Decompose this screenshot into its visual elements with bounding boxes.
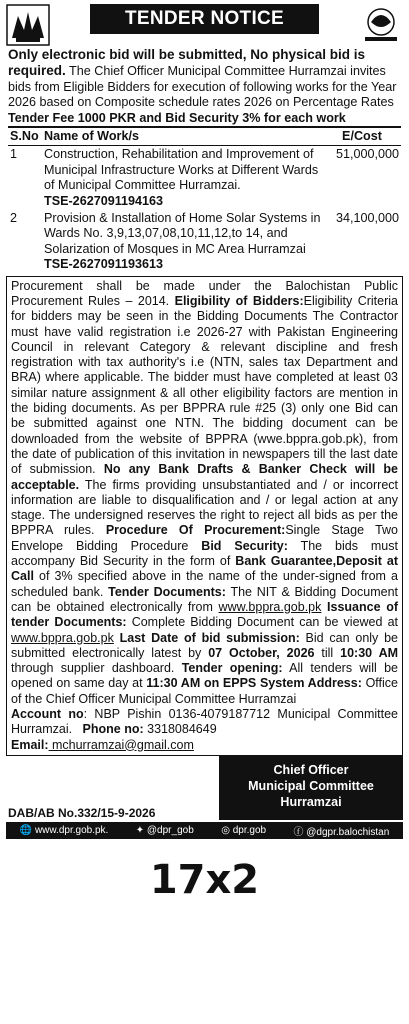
footer-bar	[6, 822, 403, 839]
tse-number: TSE-2627091193613	[44, 257, 164, 272]
terms-text: Complete Bidding Document can be viewed at	[126, 615, 398, 630]
signatory-title: Chief Officer	[273, 762, 349, 777]
signatory-location: Hurramzai	[280, 794, 342, 809]
row-cost: 51,000,000	[335, 147, 399, 162]
dab-number: DAB/AB No.332/15-9-2026	[8, 805, 156, 820]
ad-size-label: 17x2	[149, 856, 260, 903]
work-name: Provision & Installation of Home Solar Systems in Wards No. 3,9,13,07,08,10,11,12,to 14, and Solarization of Mosques in MC Area Hurramzai	[44, 211, 321, 256]
account-heading: Account no	[11, 707, 84, 721]
footer-facebook[interactable]	[294, 823, 390, 838]
footer-twitter[interactable]	[136, 825, 194, 836]
row-work	[42, 146, 323, 210]
web-text: www.dpr.gob.pk.	[34, 824, 109, 836]
terms-text: through supplier dashboard.	[11, 661, 182, 676]
row-sno: 2	[10, 211, 18, 226]
bank-guarantee-text: Bank Guarantee,Deposit at Call	[11, 554, 399, 584]
table-header-row	[8, 127, 401, 146]
intro-fee: Tender Fee 1000 PKR and Bid Security 3% for each work	[8, 110, 346, 125]
header	[0, 0, 409, 50]
instagram-text: dpr.gob	[232, 824, 267, 836]
account-number: : NBP Pishin 0136-4079187712 Municipal Committee Hurramzai.	[11, 707, 398, 737]
submission-time: 10:30 AM	[340, 645, 399, 660]
terms-text: The firms providing unsubstantiated and / or incorrect information are liable to disqualification and / or legal action at any stage. The undersigned reserves the right to reject all bids as per the BPPRA rules.	[11, 477, 398, 538]
bid-security-heading: Bid Security:	[201, 538, 288, 553]
intro-paragraph	[0, 47, 409, 126]
instagram-icon: ◎	[221, 824, 230, 836]
last-date-heading: Last Date of bid submission:	[113, 630, 300, 645]
email-address[interactable]: mchurramzai@gmail.com	[48, 737, 194, 752]
municipal-seal-icon	[359, 4, 403, 46]
signature-area	[0, 756, 409, 822]
globe-icon: 🌐	[19, 824, 33, 836]
terms-text: Single Stage Two Envelope Bidding Procedure	[11, 523, 399, 553]
signature-block	[219, 756, 403, 820]
tse-number: TSE-2627091194163	[44, 193, 164, 208]
twitter-text: @dpr_gob	[146, 824, 194, 836]
facebook-text: @dgpr.balochistan	[306, 826, 390, 838]
twitter-icon: ✦	[135, 824, 145, 836]
intro-bold: Only electronic bid will be submitted, No physical bid is required.	[8, 47, 366, 79]
government-emblem-icon	[6, 4, 50, 46]
notice-title: TENDER NOTICE	[90, 4, 319, 34]
issuance-heading: Issuance of tender Documents:	[11, 599, 398, 630]
facebook-icon: ⓕ	[293, 826, 304, 838]
phone-heading: Phone no:	[82, 722, 144, 737]
terms-text: Procurement shall be made under the Balochistan Public Procurement Rules – 2014.	[11, 278, 398, 308]
terms-text: till	[314, 645, 341, 660]
signatory-office: Municipal Committee	[248, 778, 374, 793]
sno-header: S.No	[8, 127, 42, 146]
row-cost: 34,100,000	[335, 211, 399, 226]
bppra-link[interactable]: www.bppra.gob.pk	[218, 599, 322, 614]
no-drafts-notice: No any Bank Drafts & Banker Check will be acceptable.	[11, 462, 398, 492]
name-header: Name of Work/s	[42, 127, 323, 146]
opening-time: 11:30 AM on EPPS System Address:	[146, 676, 362, 691]
terms-text: Eligibility Criteria for bidders may be seen in the Bidding Documents The Contractor must have valid registration i.e 2026-27 with Pakistan Engineering Council in relevant Category & relevant discipline and fresh registration with tax authority's i.e (NTN, sales tax Department and BRA) where applicable. The bidder must have completed at least 03 similar nature assignment & all other eligibility factors are mention in the biding documents. As per BPPRA rule #25 (3) only one Bid can be submitted against one NTN. The bidding document can be downloaded from the website of BPPRA (wwe.bppra.gob.pk), from the date of publication of this invitation in newspapers till the last date of submission.	[11, 293, 399, 477]
row-work	[42, 210, 323, 274]
phone-number: 3318084649	[143, 722, 217, 737]
email-heading: Email:	[11, 737, 49, 752]
terms-text: Bid can only be submitted electronically latest by	[11, 630, 398, 660]
terms-text: The bids must accompany Bid Security in the form of	[11, 538, 398, 569]
procedure-heading: Procedure Of Procurement:	[105, 523, 286, 538]
works-table	[8, 126, 401, 274]
footer-web[interactable]	[20, 825, 109, 836]
tender-documents-heading: Tender Documents:	[108, 584, 226, 599]
work-name: Construction, Rehabilitation and Improvement of Municipal Infrastructure Works at Different Wards of Municipal Committee Hurramzai.	[44, 147, 319, 193]
terms-text: All tenders will be opened on same day at	[11, 661, 398, 691]
opening-heading: Tender opening:	[181, 661, 283, 676]
table-row	[8, 146, 401, 210]
footer-instagram[interactable]	[221, 825, 266, 836]
terms-text: of 3% specified above in the name of the under-signed from a scheduled bank.	[11, 569, 398, 599]
terms-text: Office of the Chief Officer Municipal Committee Hurramzai	[11, 676, 398, 706]
cost-header: E/Cost	[323, 127, 401, 146]
terms-text: The NIT & Bidding Document can be obtained electronically from	[11, 584, 398, 614]
row-sno: 1	[10, 147, 18, 162]
eligibility-heading: Eligibility of Bidders:	[174, 293, 304, 308]
table-row	[8, 210, 401, 274]
intro-text: The Chief Officer Municipal Committee Hurramzai invites bids from Eligible Bidders for execution of following works for the Year 2026 based on Composite schedule rates 2026 on Percentage Rates	[8, 64, 397, 110]
submission-date: 07 October, 2026	[208, 645, 315, 660]
bppra-link[interactable]: www.bppra.gob.pk	[11, 630, 114, 645]
terms-box	[6, 276, 403, 756]
